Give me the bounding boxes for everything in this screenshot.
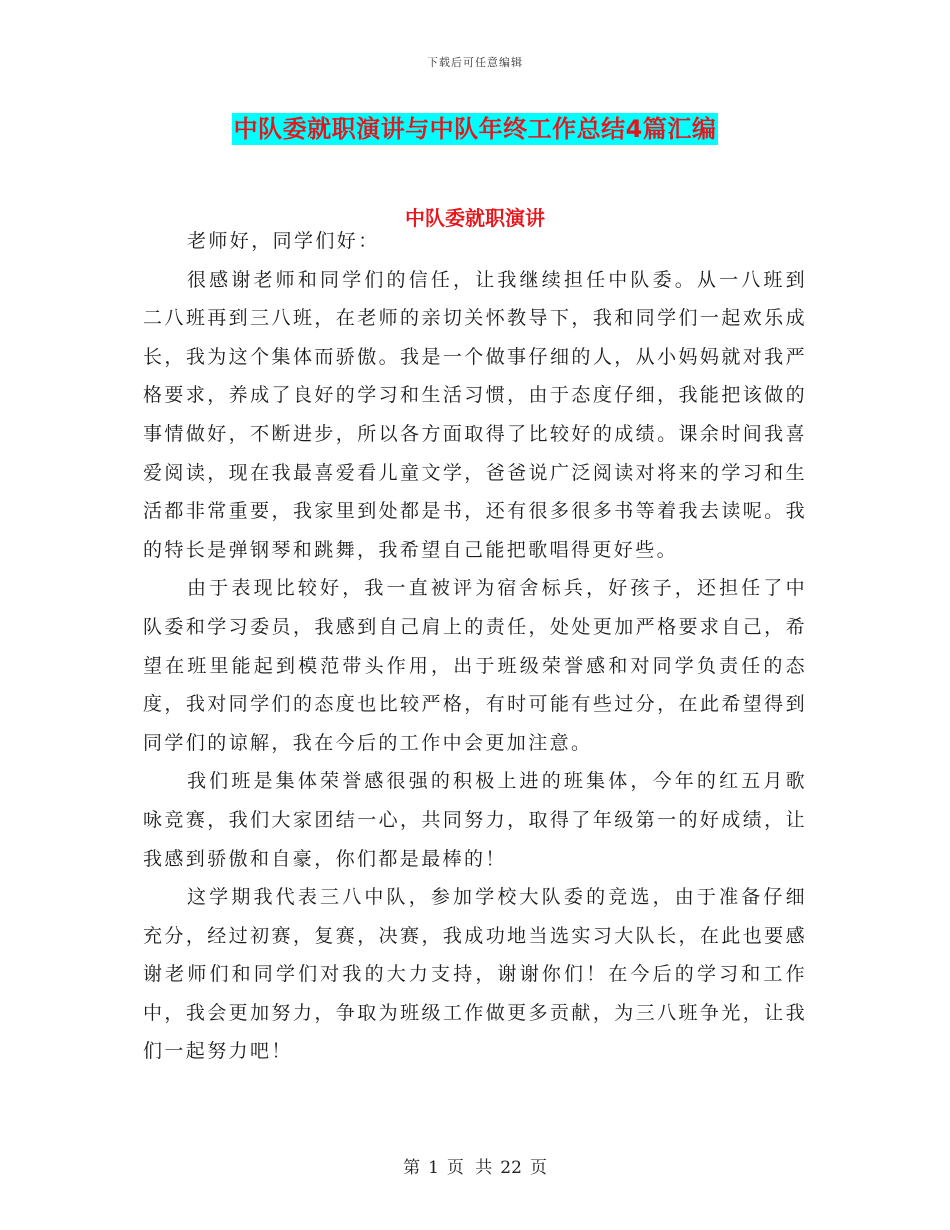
paragraph: 老师好，同学们好： [187, 230, 380, 252]
footer-suffix: 页 [529, 1158, 547, 1178]
main-title-container [0, 113, 950, 145]
current-page-number: 1 [428, 1158, 439, 1178]
paragraph: 很感谢老师和同学们的信任，让我继续担任中队委。从一八班到二八班再到三八班，在老师的亲切关怀教导下，我和同学们一起欢乐成长，我为这个集体而骄傲。我是一个做事仔细的人，从小妈妈就对我严格要求，养成了良好的学习和生活习惯，由于态度仔细，我能把该做的事情做好，不断进步，所以各方面取得了比较好的成绩。课余时间我喜爱阅读，现在我最喜爱看儿童文学，爸爸说广泛阅读对将来的学习和生活都非常重要，我家里到处都是书，还有很多很多书等着我去读呢。我的特长是弹钢琴和跳舞，我希望自己能把歌唱得更好些。 [143, 268, 807, 561]
main-title: 中队委就职演讲与中队年终工作总结4篇汇编 [233, 115, 717, 143]
paragraph: 我们班是集体荣誉感很强的积极上进的班集体，今年的红五月歌咏竞赛，我们大家团结一心，共同努力，取得了年级第一的好成绩，让我感到骄傲和自豪，你们都是最棒的！ [143, 770, 807, 870]
download-note: 下载后可任意编辑 [427, 56, 523, 69]
section-title: 中队委就职演讲 [405, 206, 545, 230]
document-body [143, 222, 807, 1071]
total-pages-number: 22 [500, 1158, 522, 1178]
footer-prefix: 第 [403, 1158, 421, 1178]
page-footer [0, 1153, 950, 1178]
footer-middle: 页 共 [446, 1158, 493, 1178]
paragraph: 由于表现比较好，我一直被评为宿舍标兵，好孩子，还担任了中队委和学习委员，我感到自己肩上的责任，处处更加严格要求自己，希望在班里能起到模范带头作用，出于班级荣誉感和对同学负责任的态度，我对同学们的态度也比较严格，有时可能有些过分，在此希望得到同学们的谅解，我在今后的工作中会更加注意。 [143, 577, 807, 754]
paragraph: 这学期我代表三八中队，参加学校大队委的竞选，由于准备仔细充分，经过初赛，复赛，决赛，我成功地当选实习大队长，在此也要感谢老师们和同学们对我的大力支持，谢谢你们！在今后的学习和工作中，我会更加努力，争取为班级工作做更多贡献，为三八班争光，让我们一起努力吧！ [143, 886, 807, 1063]
